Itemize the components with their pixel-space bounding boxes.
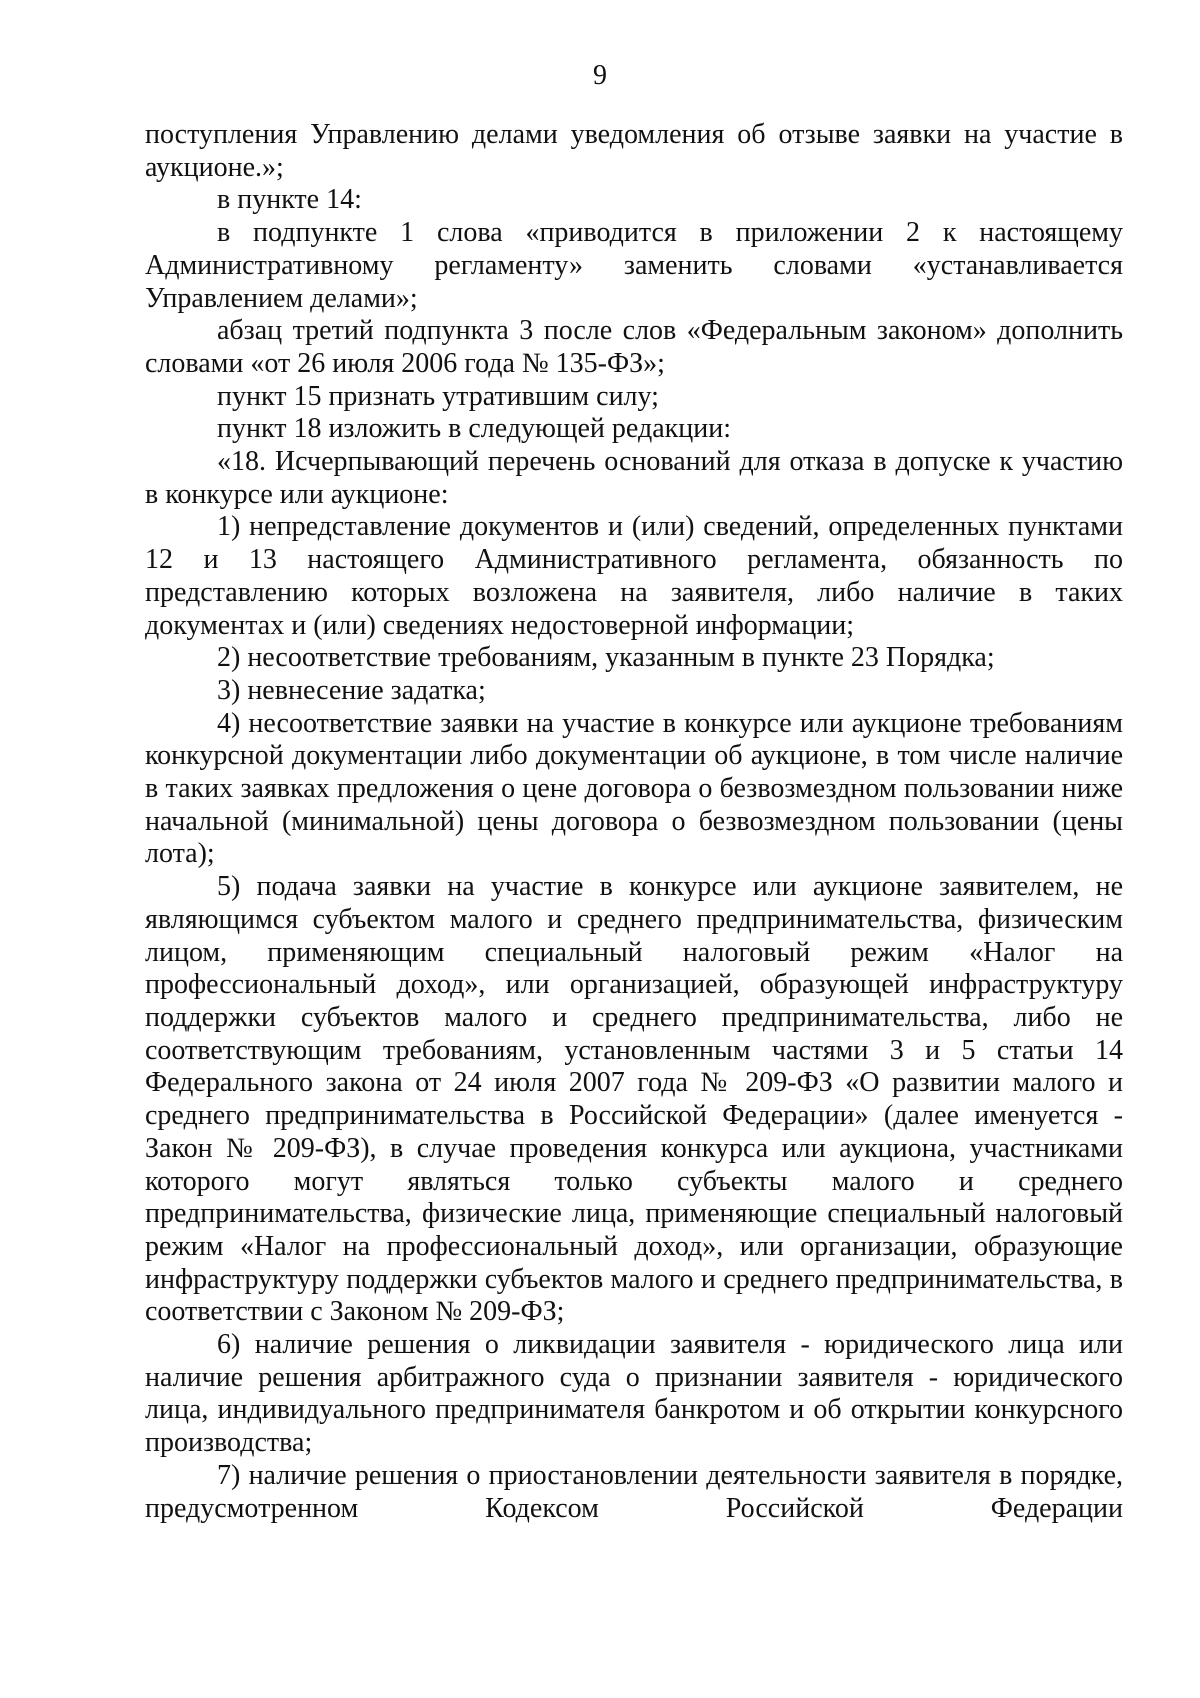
paragraph-subitem-3: абзац третий подпункта 3 после слов «Федеральным законом» дополнить словами «от 26 июля 2006 года № 135-ФЗ»; (145, 315, 1123, 379)
list-item-5: 5) подача заявки на участие в конкурсе или аукционе заявителем, не являющимся субъектом малого и среднего предпринимательства, физическим лицом, применяющим специальный налоговый режим «Налог на профессиональный доход», или организацией, образующей инфраструктуру поддержки субъектов малого и среднего предпринимательства, либо не соответствующим требованиям, установленным частями 3 и 5 статьи 14 Федерального закона от 24 июля 2007 года № 209-ФЗ «О развитии малого и среднего предпринимательства в Российской Федерации» (далее именуется - Закон № 209-ФЗ), в случае проведения конкурса или аукциона, участниками которого могут являться только субъекты малого и среднего предпринимательства, физические лица, применяющие специальный налоговый режим «Налог на профессиональный доход», или организации, образующие инфраструктуру поддержки субъектов малого и среднего предпринимательства, в соответствии с Законом № 209-ФЗ; (145, 871, 1123, 1328)
list-item-1: 1) непредставление документов и (или) сведений, определенных пунктами 12 и 13 настоящего Административного регламента, обязанность по представлению которых возложена на заявителя, либо наличие в таких документах и (или) сведениях недостоверной информации; (145, 511, 1123, 641)
document-body (145, 119, 1123, 1525)
paragraph-item-15: пункт 15 признать утратившим силу; (217, 380, 659, 412)
list-item-4: 4) несоответствие заявки на участие в конкурсе или аукционе требованиям конкурсной документации либо документации об аукционе, в том числе наличие в таких заявках предложения о цене договора о безвозмездном пользовании ниже начальной (минимальной) цены договора о безвозмездном пользовании (цены лота); (145, 707, 1123, 870)
list-item-6: 6) наличие решения о ликвидации заявителя - юридического лица или наличие решения арбитражного суда о признании заявителя - юридического лица, индивидуального предпринимателя банкротом и об открытии конкурсного производства; (145, 1329, 1123, 1459)
paragraph-continuation: поступления Управлению делами уведомления об отзыве заявки на участие в аукционе.»; (145, 119, 1123, 183)
paragraph-subitem-1: в подпункте 1 слова «приводится в приложении 2 к настоящему Административному регламенту» заменить словами «устанавливается Управлением делами»; (145, 217, 1123, 314)
list-item-3: 3) невнесение задатка; (217, 674, 486, 706)
paragraph-item-14: в пункте 14: (217, 184, 362, 216)
paragraph-item-18-text: «18. Исчерпывающий перечень оснований для отказа в допуске к участию в конкурсе или аукционе: (145, 446, 1123, 510)
page-number: 9 (593, 60, 607, 91)
list-item-7: 7) наличие решения о приостановлении деятельности заявителя в порядке, предусмотренном Кодексом Российской Федерации (145, 1459, 1123, 1524)
paragraph-item-18: пункт 18 изложить в следующей редакции: (217, 413, 731, 445)
list-item-2: 2) несоответствие требованиям, указанным в пункте 23 Порядка; (217, 642, 995, 674)
